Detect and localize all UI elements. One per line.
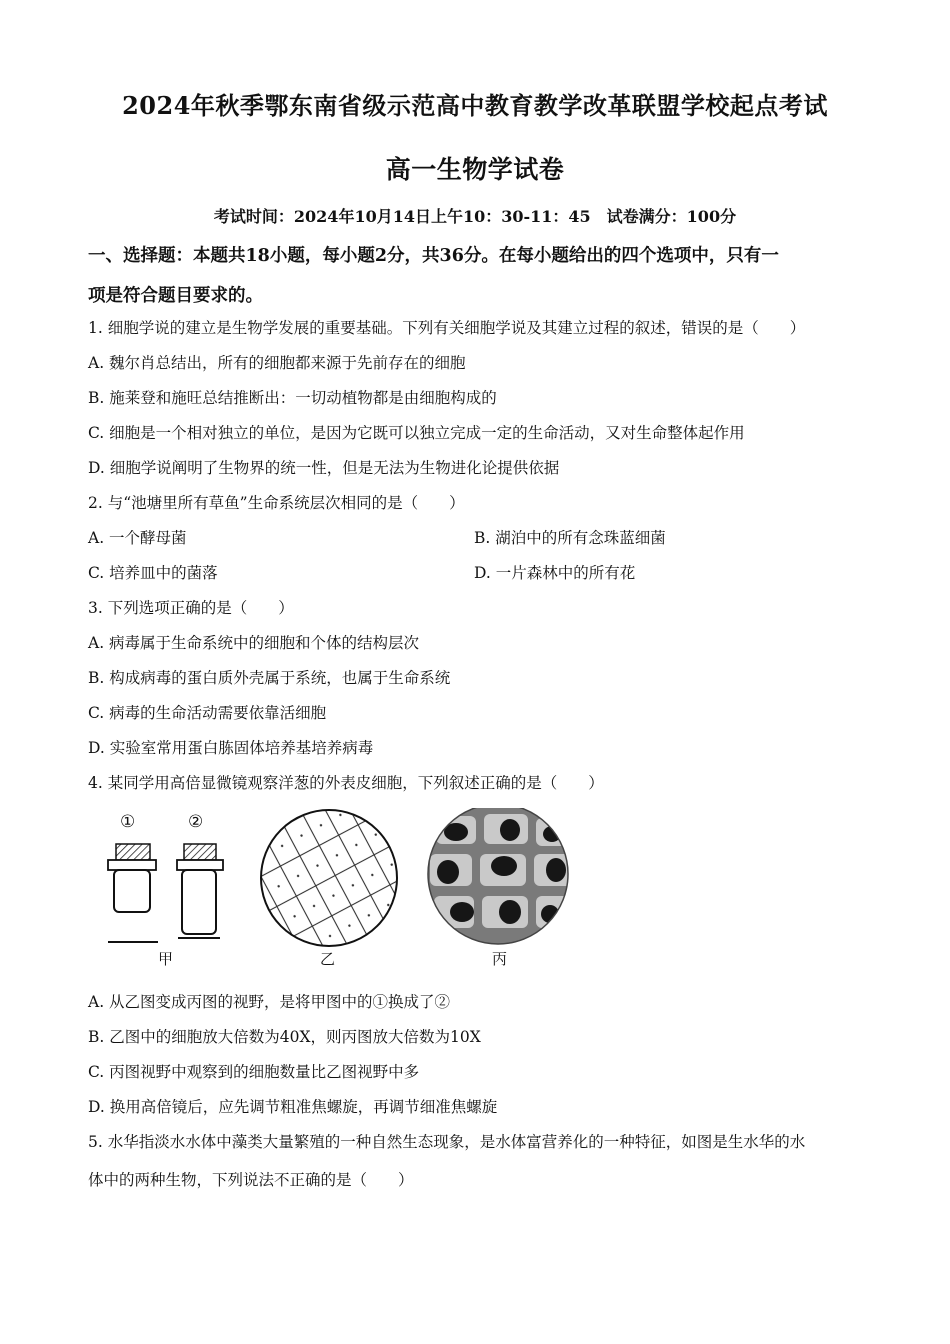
q3-option-c: C. 病毒的生命活动需要依靠活细胞 (88, 704, 327, 722)
q5-stem-line2: 体中的两种生物，下列说法不正确的是（ ） (88, 1171, 414, 1189)
exam-subtitle: 高一生物学试卷 (385, 155, 565, 184)
q2-option-d: D. 一片森林中的所有花 (474, 564, 636, 582)
exam-meta: 考试时间：2024年10月14日上午10：30-11：45 试卷满分：100分 (213, 207, 737, 226)
objective-lens-1 (108, 844, 156, 912)
caption-bing: 丙 (492, 950, 508, 968)
q3-option-a: A. 病毒属于生命系统中的细胞和个体的结构层次 (88, 634, 420, 652)
q2-option-a: A. 一个酵母菌 (88, 529, 187, 547)
q1-option-c: C. 细胞是一个相对独立的单位，是因为它既可以独立完成一定的生命活动，又对生命整体起作用 (88, 424, 745, 442)
q4-option-b: B. 乙图中的细胞放大倍数为40X，则丙图放大倍数为10X (88, 1028, 481, 1046)
q1-stem: 1. 细胞学说的建立是生物学发展的重要基础。下列有关细胞学说及其建立过程的叙述，错误的是（ ） (88, 319, 806, 337)
q3-option-b: B. 构成病毒的蛋白质外壳属于系统，也属于生命系统 (88, 669, 451, 687)
caption-yi: 乙 (320, 950, 336, 968)
q2-option-c: C. 培养皿中的菌落 (88, 564, 218, 582)
q4-option-c: C. 丙图视野中观察到的细胞数量比乙图视野中多 (88, 1063, 420, 1081)
q5-stem-line1: 5. 水华指淡水水体中藻类大量繁殖的一种自然生态现象，是水体富营养化的一种特征，如图是生水华的水 (88, 1133, 806, 1151)
q4-option-a: A. 从乙图变成丙图的视野，是将甲图中的①换成了② (88, 993, 451, 1011)
exam-title: 2024年秋季鄂东南省级示范高中教育教学改革联盟学校起点考试 (122, 91, 828, 120)
q1-option-a: A. 魏尔肖总结出，所有的细胞都来源于先前存在的细胞 (88, 354, 466, 372)
q1-option-b: B. 施莱登和施旺总结推断出：一切动植物都是由细胞构成的 (88, 389, 497, 407)
lens-label-2: ② (188, 812, 204, 832)
q2-stem: 2. 与“池塘里所有草鱼”生命系统层次相同的是（ ） (88, 494, 465, 512)
high-power-view (426, 808, 576, 944)
section-heading-line2: 项是符合题目要求的。 (88, 286, 263, 306)
objective-lens-2 (177, 844, 223, 934)
caption-jia: 甲 (158, 950, 174, 968)
q2-option-b: B. 湖泊中的所有念珠蓝细菌 (474, 529, 666, 547)
q4-stem: 4. 某同学用高倍显微镜观察洋葱的外表皮细胞，下列叙述正确的是（ ） (88, 774, 604, 792)
q3-stem: 3. 下列选项正确的是（ ） (88, 599, 294, 617)
section-heading-line1: 一、选择题：本题共18小题，每小题2分，共36分。在每小题给出的四个选项中，只有一 (88, 246, 779, 266)
q3-option-d: D. 实验室常用蛋白胨固体培养基培养病毒 (88, 739, 374, 757)
low-power-view (250, 808, 410, 948)
q1-option-d: D. 细胞学说阐明了生物界的统一性，但是无法为生物进化论提供依据 (88, 459, 560, 477)
microscope-figure (100, 808, 580, 948)
q4-option-d: D. 换用高倍镜后，应先调节粗准焦螺旋，再调节细准焦螺旋 (88, 1098, 498, 1116)
q4-figure (100, 808, 580, 973)
lens-label-1: ① (120, 812, 136, 832)
